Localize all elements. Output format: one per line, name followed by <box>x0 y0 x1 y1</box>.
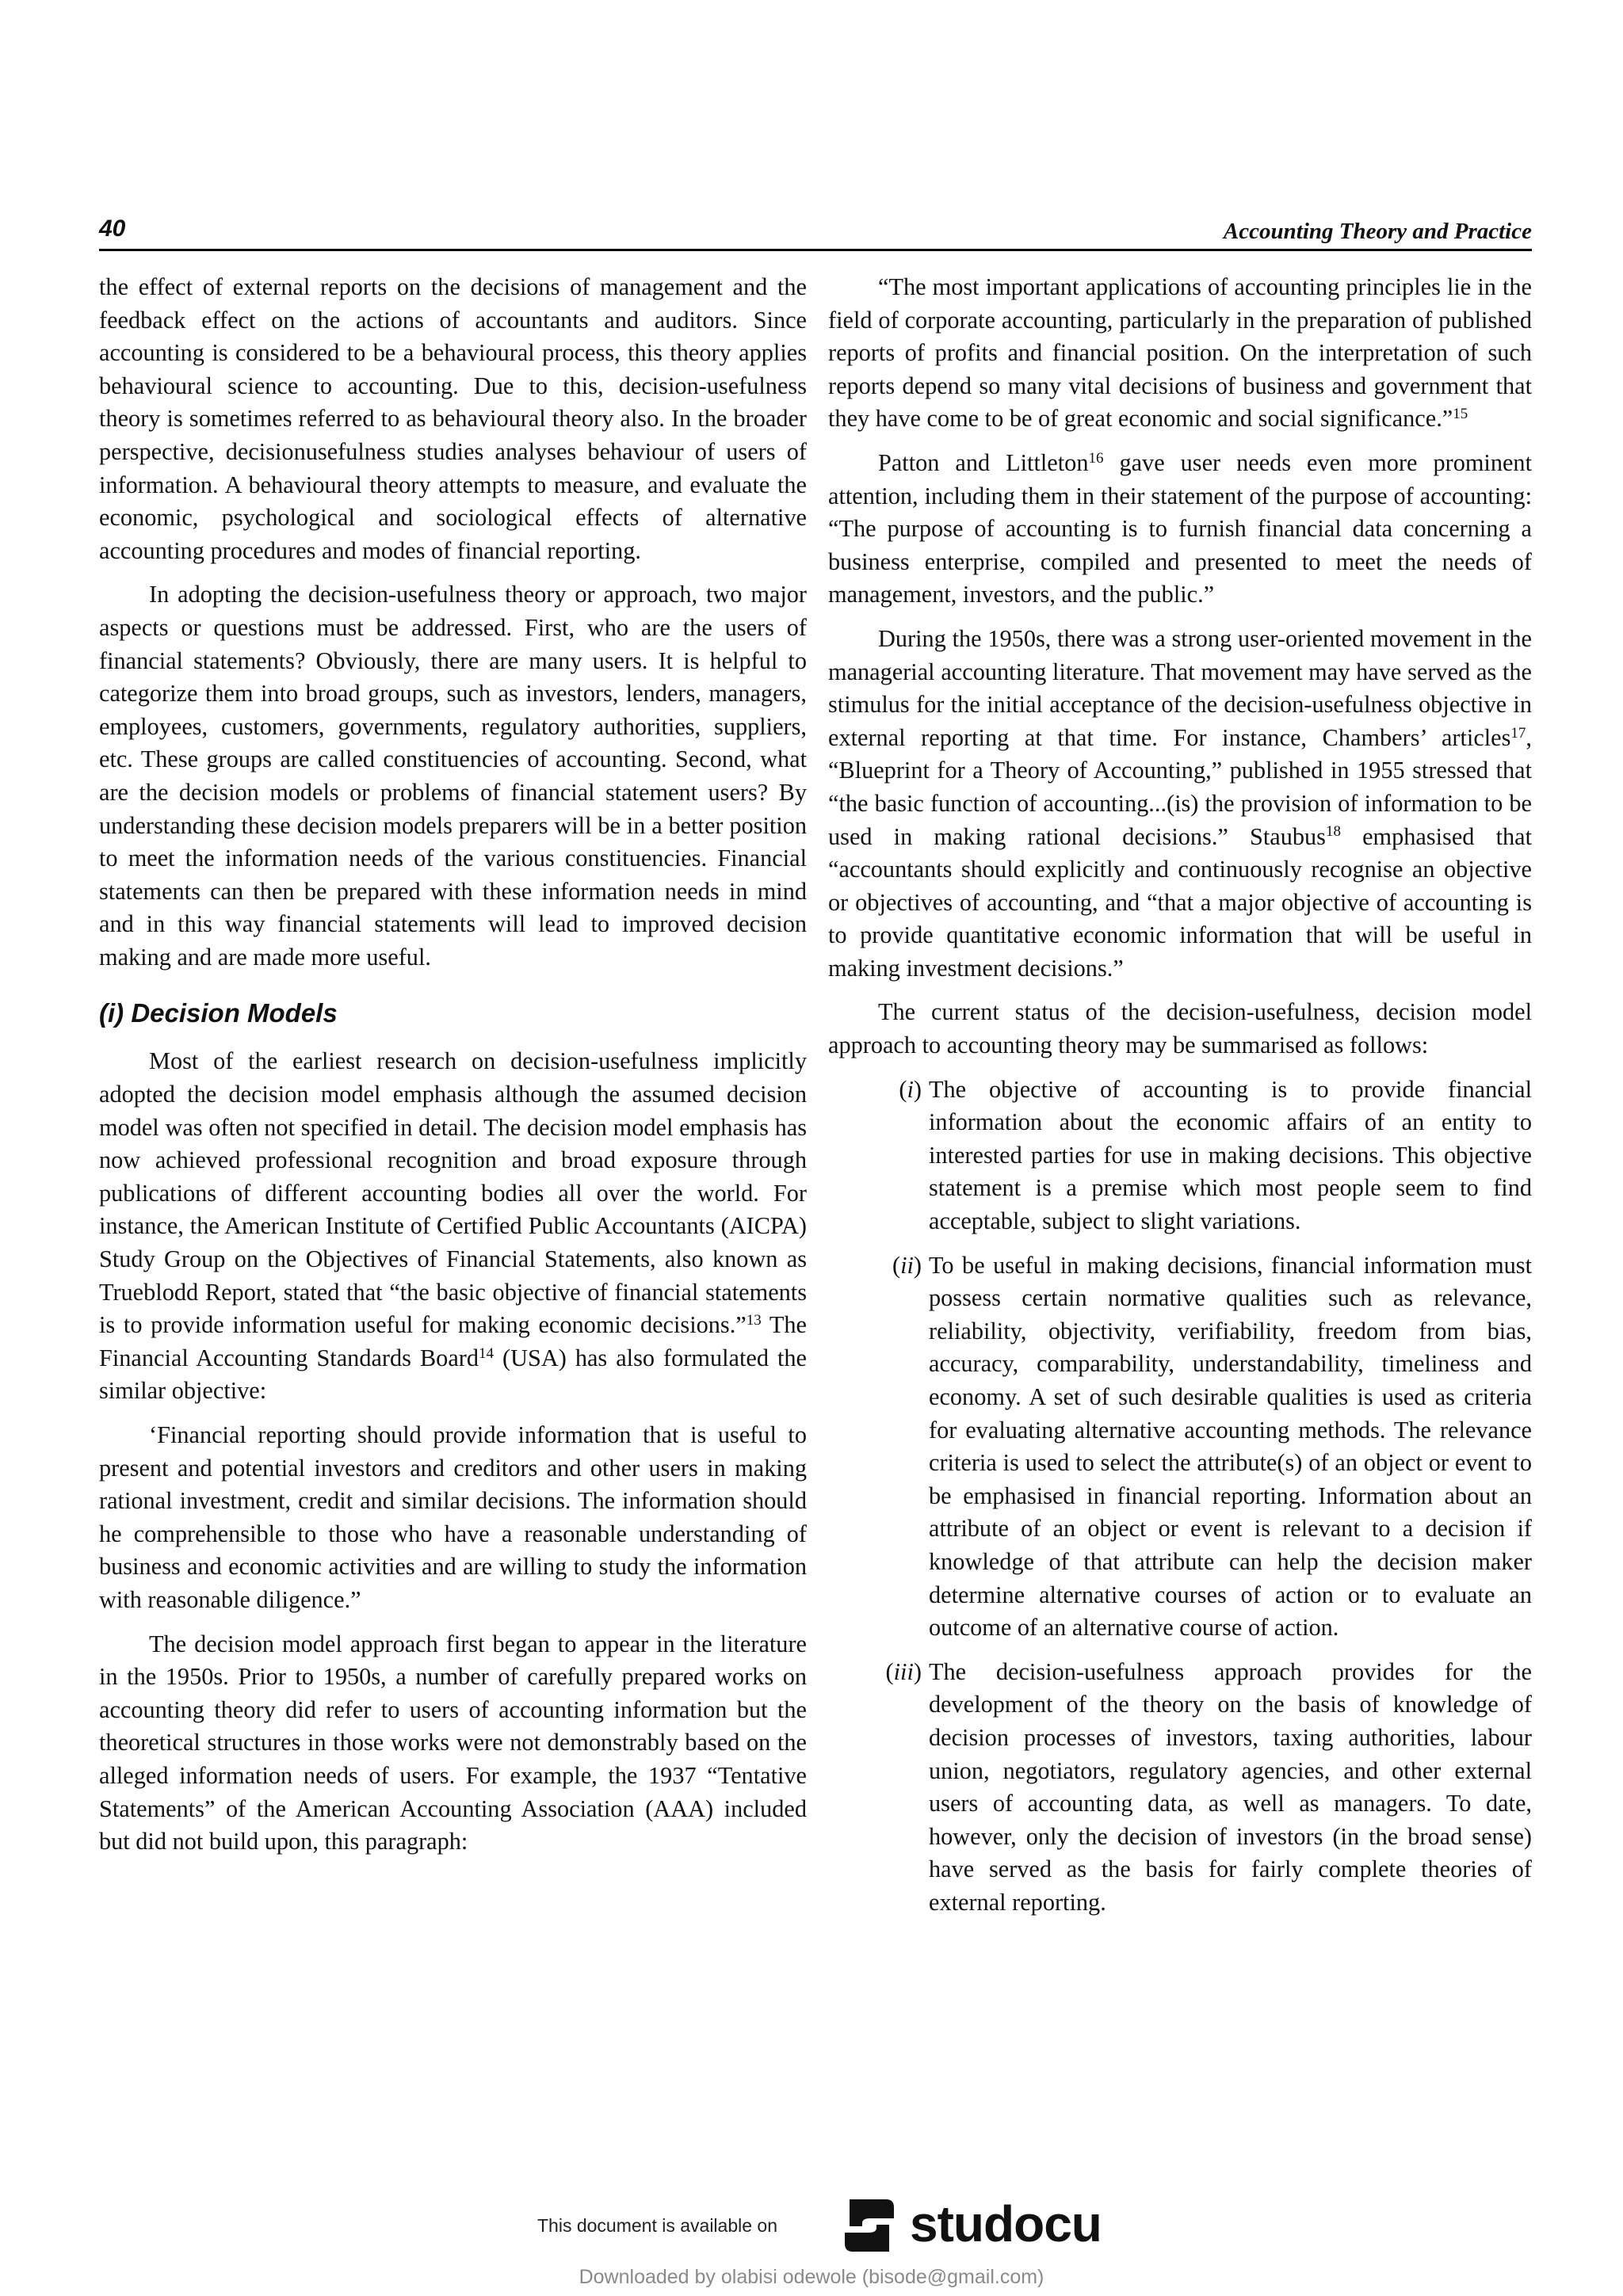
list-item <box>828 1074 1532 1238</box>
list-item-text: The objective of accounting is to provide financial information about the economic affairs of an entity to interested parties for use in making decisions. This objective statement is a premise which most people seem to find acceptable, subject to slight variations. <box>929 1075 1532 1235</box>
download-notice: Downloaded by olabisi odewole (bisode@gmail.com) <box>579 2266 1044 2288</box>
list-item <box>828 1656 1532 1920</box>
section-heading: (i) Decision Models <box>99 998 338 1028</box>
list-marker: (i) <box>899 1075 922 1103</box>
paragraph: In adopting the decision-usefulness theory or approach, two major aspects or questions must be addressed. First, who are the users of financial statements? Obviously, there are many users. It is helpful to categorize them into broad groups, such as investors, lenders, managers, employees, customers, governments, regulatory authorities, suppliers, etc. These groups are called constituencies of accounting. Second, what are the decision models or problems of financial statement users? By understanding these decision models preparers will be in a better position to meet the information needs of the various constituencies. Financial statements can then be prepared with these information needs in mind and in this way financial statements will lead to improved decision making and are made more useful. <box>99 581 807 971</box>
paragraph: The decision model approach first began to appear in the literature in the 1950s. Prior to 1950s, a number of carefully prepared works on accounting theory did refer to users of accounting information but the theoretical structures in those works were not demonstrably based on the alleged information needs of users. For example, the 1937 “Tentative Statements” of the American Accounting Association (AAA) included but did not build upon, this paragraph: <box>99 1630 807 1855</box>
page-number: 40 <box>99 215 126 242</box>
footnote-ref: 16 <box>1088 449 1104 467</box>
list-item-text: The decision-usefulness approach provides for the development of the theory on the basis of knowledge of decision processes of investors, taxing authorities, labour union, negotiators, regulatory agencies, and other external users of accounting data, as well as managers. To date, however, only the decision of investors (in the broad sense) have served as the basis for fairly complete theories of external reporting. <box>929 1657 1532 1916</box>
running-title: Accounting Theory and Practice <box>1223 219 1532 244</box>
paragraph: the effect of external reports on the decisions of management and the feedback effect on the actions of accountants and auditors. Since accounting is considered to be a behavioural process, this theory applies behavioural science to accounting. Due to this, decision-usefulness theory is sometimes referred to as behavioural theory also. In the broader perspective, decisionusefulness studies analyses behaviour of users of information. A behavioural theory attempts to measure, and evaluate the economic, psychological and sociological effects of alternative accounting procedures and modes of financial reporting. <box>99 273 807 564</box>
list-marker: (iii) <box>885 1657 922 1685</box>
right-column <box>828 271 1532 1931</box>
footnote-ref: 14 <box>479 1344 494 1362</box>
footnote-ref: 17 <box>1510 724 1526 742</box>
quotation-paragraph: “The most important applications of accounting principles lie in the field of corporate accounting, particularly in the preparation of published reports of profits and financial position. On the interpretation of such reports depend so many vital decisions of business and government that they have come to be of great economic and social significance.”$^{15}$ <box>828 273 1532 433</box>
paragraph: The current status of the decision-usefulness, decision model approach to accounting theory may be summarised as follows: <box>828 998 1532 1059</box>
paragraph: Patton and Littleton$^{16}$ gave user needs even more prominent attention, including them in their statement of the purpose of accounting: “The purpose of accounting is to furnish financial data concerning a business enterprise, compiled and presented to meet the needs of management, investors, and the public.” <box>828 448 1532 608</box>
studocu-logo-icon[interactable] <box>838 2195 900 2256</box>
footnote-ref: 15 <box>1453 406 1468 423</box>
paragraph: During the 1950s, there was a strong user-oriented movement in the managerial accounting literature. That movement may have served as the stimulus for the initial acceptance of the decision-usefulness objective in external reporting at that time. For instance, Chambers’ articles$^{17}$, “Blueprint for a Theory of Accounting,” published in 1955 stressed that “the basic function of accounting...(is) the provision of information to be used in making rational decisions.” Staubus$^{18}$ emphasised that “accountants should explicitly and continuously recognise an objective or objectives of accounting, and “that a major objective of accounting is to provide quantitative economic information that will be useful in making investment decisions.” <box>828 624 1532 982</box>
availability-text: This document is available on <box>537 2215 777 2236</box>
left-column <box>99 271 807 1870</box>
paragraph: Most of the earliest research on decision-usefulness implicitly adopted the decision model emphasis although the assumed decision model was often not specified in detail. The decision model emphasis has now achieved professional recognition and broad exposure through publications of different accounting bodies all over the world. For instance, the American Institute of Certified Public Accountants (AICPA) Study Group on the Objectives of Financial Statements, also known as Trueblodd Report, stated that “the basic objective of financial statements is to provide information useful for making economic decisions.”$^{13}$ The Financial Accounting Standards Board$^{14}$ (USA) has also formulated the similar objective: <box>99 1047 807 1405</box>
footnote-ref: 13 <box>746 1312 762 1329</box>
list-item-text: To be useful in making decisions, financial information must possess certain normative qualities such as relevance, reliability, objectivity, verifiability, freedom from bias, accuracy, comparability, understandability, timeliness and economy. A set of such desirable qualities is used as criteria for evaluating alternative accounting methods. The relevance criteria is used to select the attribute(s) of an object or event to be emphasised in financial reporting. Information about an attribute of an object or event is relevant to a decision if knowledge of that attribute can help the decision maker determine alternative courses of action or to evaluate an outcome of an alternative course of action. <box>929 1251 1532 1642</box>
page-header <box>99 215 1532 251</box>
footnote-ref: 18 <box>1325 823 1341 841</box>
quotation-paragraph: ‘Financial reporting should provide information that is useful to present and potential investors and creditors and other users in making rational investment, credit and similar decisions. The information should he comprehensible to those who have a reasonable understanding of business and economic activities and are willing to study the information with reasonable diligence.” <box>99 1421 807 1613</box>
list-item <box>828 1249 1532 1645</box>
list-marker: (ii) <box>892 1251 922 1279</box>
studocu-brand[interactable]: studocu <box>910 2195 1102 2252</box>
